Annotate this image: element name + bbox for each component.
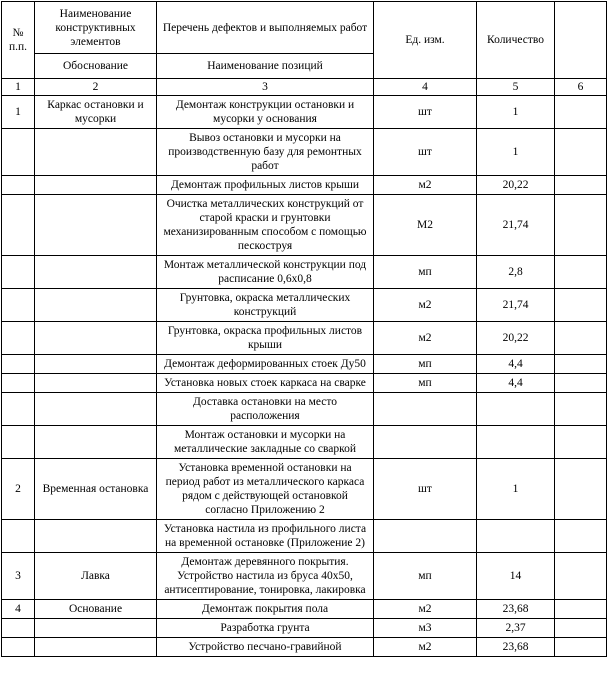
empty-cell: [555, 176, 607, 195]
quantity-cell: 2,37: [477, 619, 555, 638]
quantity-cell: 23,68: [477, 638, 555, 657]
row-number-cell: [2, 355, 35, 374]
table-row: [2, 426, 607, 459]
row-number-cell: [2, 426, 35, 459]
table-row: [2, 600, 607, 619]
unit-cell: М2: [374, 195, 477, 256]
unit-cell: м3: [374, 619, 477, 638]
row-number-cell: 1: [2, 96, 35, 129]
work-description-cell: Монтаж металлической конструкции под расписание 0,6х0,8: [157, 256, 374, 289]
row-number-cell: [2, 289, 35, 322]
element-name-cell: [35, 195, 157, 256]
row-number-cell: [2, 195, 35, 256]
row-number-cell: [2, 129, 35, 176]
header-defects-and-works: Перечень дефектов и выполняемых работ: [157, 2, 374, 54]
column-index-row: [2, 79, 607, 96]
element-name-cell: [35, 393, 157, 426]
empty-cell: [555, 426, 607, 459]
table-row: [2, 374, 607, 393]
empty-cell: [555, 393, 607, 426]
header-quantity-label: Количество: [487, 34, 544, 46]
row-number-cell: [2, 520, 35, 553]
element-name-cell: [35, 355, 157, 374]
element-name-cell: [35, 374, 157, 393]
row-number-cell: [2, 638, 35, 657]
row-number-cell: 3: [2, 553, 35, 600]
row-number-cell: [2, 176, 35, 195]
quantity-cell: 23,68: [477, 600, 555, 619]
element-name-cell: [35, 129, 157, 176]
table-row: [2, 355, 607, 374]
element-name-cell: Основание: [35, 600, 157, 619]
quantity-cell: 20,22: [477, 322, 555, 355]
empty-cell: [555, 619, 607, 638]
empty-cell: [555, 520, 607, 553]
unit-cell: м2: [374, 322, 477, 355]
quantity-cell: 1: [477, 96, 555, 129]
unit-cell: мп: [374, 256, 477, 289]
header-row-number: № п.п.: [2, 2, 35, 79]
element-name-cell: [35, 256, 157, 289]
table-body: [2, 96, 607, 657]
element-name-cell: [35, 619, 157, 638]
work-description-cell: Очистка металлических конструкций от старой краски и грунтовки механизированным способом с помощью пескоструя: [157, 195, 374, 256]
work-description-cell: Грунтовка, окраска металлических конструкций: [157, 289, 374, 322]
table-row: [2, 96, 607, 129]
quantity-cell: 1: [477, 459, 555, 520]
empty-cell: [555, 459, 607, 520]
quantity-cell: 21,74: [477, 195, 555, 256]
table-row: [2, 393, 607, 426]
header-structural-elements: Наименование конструктивных элементов: [35, 2, 157, 54]
empty-cell: [555, 96, 607, 129]
quantity-cell: 4,4: [477, 374, 555, 393]
element-name-cell: [35, 176, 157, 195]
element-name-cell: [35, 289, 157, 322]
column-index-3: 3: [157, 79, 374, 96]
unit-cell: [374, 426, 477, 459]
element-name-cell: [35, 426, 157, 459]
empty-cell: [555, 289, 607, 322]
header-quantity: [477, 2, 555, 79]
quantity-cell: 4,4: [477, 355, 555, 374]
table-row: [2, 195, 607, 256]
column-index-4: 4: [374, 79, 477, 96]
work-description-cell: Устройство песчано-гравийной: [157, 638, 374, 657]
quantity-cell: [477, 393, 555, 426]
work-description-cell: Демонтаж покрытия пола: [157, 600, 374, 619]
work-description-cell: Демонтаж профильных листов крыши: [157, 176, 374, 195]
header-position-names: Наименование позиций: [157, 54, 374, 79]
header-unit: Ед. изм.: [374, 2, 477, 79]
element-name-cell: [35, 638, 157, 657]
element-name-cell: [35, 520, 157, 553]
header-empty-column: [555, 2, 607, 79]
row-number-cell: [2, 322, 35, 355]
unit-cell: м2: [374, 638, 477, 657]
unit-cell: [374, 520, 477, 553]
table-row: [2, 176, 607, 195]
table-row: [2, 619, 607, 638]
unit-cell: мп: [374, 355, 477, 374]
header-row-top: [2, 2, 607, 54]
work-description-cell: Установка настила из профильного листа на временной остановке (Приложение 2): [157, 520, 374, 553]
work-description-cell: Демонтаж деформированных стоек Ду50: [157, 355, 374, 374]
table-row: [2, 638, 607, 657]
work-description-cell: Монтаж остановки и мусорки на металлические закладные со сваркой: [157, 426, 374, 459]
empty-cell: [555, 322, 607, 355]
quantity-cell: 14: [477, 553, 555, 600]
unit-cell: шт: [374, 129, 477, 176]
column-index-2: 2: [35, 79, 157, 96]
empty-cell: [555, 374, 607, 393]
element-name-cell: Временная остановка: [35, 459, 157, 520]
unit-cell: [374, 393, 477, 426]
column-index-5: 5: [477, 79, 555, 96]
row-number-cell: [2, 619, 35, 638]
unit-cell: шт: [374, 96, 477, 129]
work-description-cell: Грунтовка, окраска профильных листов крыши: [157, 322, 374, 355]
row-number-cell: [2, 374, 35, 393]
empty-cell: [555, 638, 607, 657]
quantity-cell: 1: [477, 129, 555, 176]
unit-cell: шт: [374, 459, 477, 520]
work-description-cell: Демонтаж деревянного покрытия. Устройство настила из бруса 40х50, антисептирование, тонировка, лакировка: [157, 553, 374, 600]
work-description-cell: Разработка грунта: [157, 619, 374, 638]
column-index-6: 6: [555, 79, 607, 96]
row-number-cell: 4: [2, 600, 35, 619]
table-row: [2, 322, 607, 355]
unit-cell: мп: [374, 374, 477, 393]
quantity-cell: 21,74: [477, 289, 555, 322]
empty-cell: [555, 195, 607, 256]
element-name-cell: [35, 322, 157, 355]
table-row: [2, 520, 607, 553]
unit-cell: м2: [374, 176, 477, 195]
work-description-cell: Установка новых стоек каркаса на сварке: [157, 374, 374, 393]
work-description-cell: Установка временной остановки на период работ из металлического каркаса рядом с действующей остановкой согласно Приложению 2: [157, 459, 374, 520]
works-table: [1, 1, 607, 657]
quantity-cell: 2,8: [477, 256, 555, 289]
empty-cell: [555, 553, 607, 600]
quantity-cell: 20,22: [477, 176, 555, 195]
row-number-cell: 2: [2, 459, 35, 520]
work-description-cell: Доставка остановки на место расположения: [157, 393, 374, 426]
table-row: [2, 459, 607, 520]
element-name-cell: Каркас остановки и мусорки: [35, 96, 157, 129]
element-name-cell: Лавка: [35, 553, 157, 600]
unit-cell: мп: [374, 553, 477, 600]
quantity-cell: [477, 426, 555, 459]
work-description-cell: Демонтаж конструкции остановки и мусорки у основания: [157, 96, 374, 129]
empty-cell: [555, 129, 607, 176]
empty-cell: [555, 256, 607, 289]
work-description-cell: Вывоз остановки и мусорки на производственную базу для ремонтных работ: [157, 129, 374, 176]
table-row: [2, 553, 607, 600]
row-number-cell: [2, 256, 35, 289]
quantity-cell: [477, 520, 555, 553]
table-row: [2, 256, 607, 289]
unit-cell: м2: [374, 600, 477, 619]
empty-cell: [555, 355, 607, 374]
empty-cell: [555, 600, 607, 619]
header-justification: Обоснование: [35, 54, 157, 79]
column-index-1: 1: [2, 79, 35, 96]
unit-cell: м2: [374, 289, 477, 322]
table-row: [2, 129, 607, 176]
table-row: [2, 289, 607, 322]
row-number-cell: [2, 393, 35, 426]
